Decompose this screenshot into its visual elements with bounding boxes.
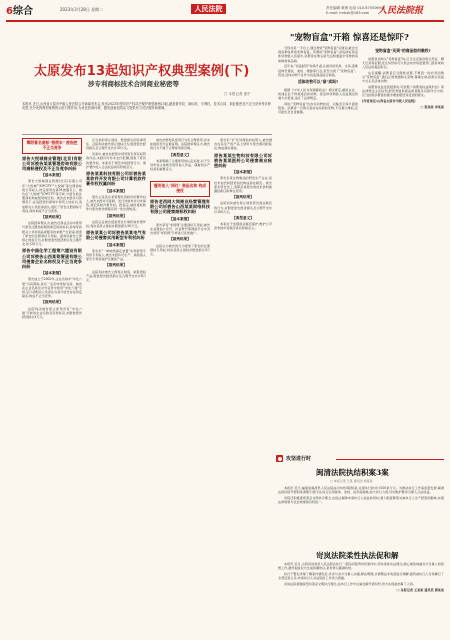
paragraph: 根据《中华人民共和国邮政法》相关规定,邮政企业、快递企业不得寄递活的动物。将活体宠物装入盲盒通过快递方式寄送,违反了法律规定。 xyxy=(278,87,358,100)
section-name: 综合 xyxy=(12,6,33,17)
paragraph: 原告系"米"系列商标的权利人,被告擅自在其生产的产品上使用与原告相同的标识,构成商标侵权。 xyxy=(214,138,272,151)
paragraph: 本案对于加强商业秘密保护,维护公平竞争的市场秩序具有积极意义。 xyxy=(214,222,272,231)
editor-info xyxy=(326,6,383,16)
news-reporter-1: □ 本报记者 王某 通讯员 刘某某 xyxy=(330,479,373,483)
paragraph: 法官提醒,消费者应当理性消费,不要因一时好奇而购买"宠物盲盒",通过正规渠道购买宠物,尊重生命,拒绝以盲盒方式买卖活体动物。 xyxy=(362,70,444,84)
header-divider xyxy=(6,20,444,22)
paragraph: 本案明确了合理使用的认定标准,对于引导市场主体规范使用他人作品、尊重知识产权具有重要意义。 xyxy=(150,158,210,172)
section-tag: 【典型意义】 xyxy=(232,216,254,221)
article-column-4 xyxy=(214,138,272,636)
paragraph: 法院经审理认为,被告在商业活动中使用与原告注册商标相同或近似的标识,容易导致相关公众对商品或服务的来源产生混淆,侵害了原告的注册商标专用权。遂判决被告立即停止侵权行为,并赔偿原告经济损失及合理开支共计20万元。 xyxy=(22,221,82,247)
paragraph: 法院判决被告立即停止制造、销售侵权产品,赔偿原告经济损失及合理开支共计8万元。 xyxy=(86,269,146,282)
news-body-1 xyxy=(278,486,444,546)
paragraph: 原告享有"老西网"注册商标专用权,被告在其微信公众号、抖音账号等网络平台中突出使用"老西网"字样进行宣传推广。 xyxy=(150,222,210,236)
article-column-2 xyxy=(86,138,146,636)
paragraph: 本报讯 近日,山西省岢岚县人民法院在执行一起民间借贷纠纷案件中,坚持柔性执法理念,耐心细致地做双方当事人的思想工作,最终促成双方达成和解协议,案件得以圆满执结。 xyxy=(278,562,444,571)
paragraph: 原告系某生物制品的研发生产企业,其技术信息和经营信息构成商业秘密。被告原系原告员工,离职后将原告的技术资料披露给新任职单位使用。 xyxy=(214,176,272,194)
main-subhead: 涉专利商标技术合同商业秘密等 xyxy=(88,80,179,88)
case-title: 原告大悦城商业管理(北京)有限公司诉被告某某管理咨询有限公司商标侵权及不正当竞争纠纷 xyxy=(22,155,82,171)
news-headline-1: 闽清法院执结积案3案 xyxy=(316,468,389,477)
column-tip-box: 擎附著名商标"搭便车" 被指控不正当竞争 xyxy=(22,138,82,154)
target-icon xyxy=(276,455,283,462)
paragraph: 法院判决被告停止使用含有"中化六建"字样的企业名称及宣传标识,并赔偿原告经济损失5万元。 xyxy=(22,306,82,320)
case-title: 原告某某生物科技有限公司诉被告某某医药公司侵害商业秘密纠纷 xyxy=(214,152,272,169)
paragraph: 原告系"一种电缆固定装置"实用新型专利的专利权人,被告未经许可生产、销售落入原告专利权保护范围的产品。 xyxy=(86,248,146,262)
section-tag: 【基本案情】 xyxy=(105,188,127,193)
author-name: □ 张某某 李某某 xyxy=(420,104,444,109)
intro-divider xyxy=(22,134,272,135)
section-tag: 【裁判结果】 xyxy=(232,195,254,200)
paragraph: 消费者权益受到侵害时,可依据《消费者权益保护法》等法律规定主张权利,经营者提供商品或者服务有欺诈行为的,应当按照消费者的要求增加赔偿其受到的损失。 xyxy=(362,84,444,98)
paragraph: 原告大悦城商业管理(北京)有限公司系"大悦城""JOYCITY""大悦城"等注册商标的专用权人,核定使用在第35类服务上。被告在"大悦城""JOYCITY"等字样,与原告的注册商标构成相同或近似。被告在未经许可的情况下,在其经营的商场中使用上述标识,造成相关公众混淆误认,侵犯了原告注册商标专用权,同时构成不正当竞争。 xyxy=(22,179,82,213)
section-tag: 【基本案情】 xyxy=(232,170,254,175)
section-tag: 【裁判结果】 xyxy=(41,300,63,305)
section-tag: 【典型意义】 xyxy=(169,152,191,157)
paragraph: 法院认定被告侵害原告计算机软件著作权,判决其停止侵权并赔偿损失50万元。 xyxy=(86,219,146,228)
section-tag: 【基本案情】 xyxy=(41,173,63,178)
author-unit: (作者单位:山西省太原市中级人民法院) xyxy=(362,98,416,103)
page-header xyxy=(0,0,450,20)
paragraph: 该案中,被告在经营中使用原告享有权利的作品,未经许可亦未支付报酬,侵害了原告的著作权。本案对于规范市场经营行为、保护著作权人合法权益具有积极意义。 xyxy=(86,152,146,169)
right-column-1 xyxy=(278,46,358,450)
news-reporter-2: □ 本报记者 王某某 通讯员 郭某某 xyxy=(396,587,444,592)
band-divider xyxy=(336,459,444,460)
paragraph: 本报讯 近日,福建省闽清县人民法院成功执结3起积案,兑现执行款共计200余万元。为推动执行工作高质量发展,闽清法院持续开展积案清理专项行动,综合运用查询、冻结、拍卖等措施,加大执行力度,切实维护胜诉当事人合法权益。 xyxy=(278,486,444,495)
main-byline: □ 本报记者 庞中 xyxy=(224,92,251,96)
paragraph: 原告成立于2000年,企业名称中"中化六建"为其简称,具有一定的市场知名度。被告在企业名称及对外宣传中使用"中化六建"字样,足以使相关公众误认为其与原告存在特定联系,构成不正当竞争。 xyxy=(22,277,82,299)
paragraph: 原告主张其系某管理系统软件的著作权人,被告未经许可复制、发行该软件并对外销售,侵犯其软件著作权。经鉴定,被控侵权软件与原告软件源程序同一性比例较高。 xyxy=(86,194,146,212)
section-label xyxy=(6,2,33,17)
news-body-2 xyxy=(278,562,444,632)
section-tag: 【裁判结果】 xyxy=(105,263,127,268)
column-tip-box: 擅用他人"网红" 商品名称 构成侵权 xyxy=(150,181,210,197)
article-column-3 xyxy=(150,138,210,636)
paragraph: 该院还积极探索善意文明执行理念,在依法保障申请执行人权益的同时,最大限度降低对被执行人生产经营的影响,实现法律效果与社会效果的有机统一。 xyxy=(278,495,444,505)
paragraph: 应当承担停止侵权、赔偿损失的民事责任。法院判决被告停止侵权行为,赔偿原告经济损失及合理开支共计30万元。 xyxy=(86,138,146,151)
paragraph: 执行干警在详细了解案件情况后,多次与双方当事人沟通,释法明理,从情理法多角度进行调解,最终被执行人当场履行了全部还款义务,申请执行人对法院的工作表示感谢。 xyxy=(278,571,444,581)
right-column-2 xyxy=(362,46,444,450)
news-headline-2: 岢岚法院柔性执法促和解 xyxy=(316,551,399,560)
section-tag: 【基本案情】 xyxy=(105,242,127,247)
editor-line: 责任编辑 黄海 电话 010-67550694 xyxy=(326,6,384,10)
case-title: 原告老西网大同商业经营管理有限公司诉被告山西某某网络科技有限公司侵害商标权纠纷 xyxy=(150,199,210,215)
paragraph: 被告抗辩称其使用行为系合理使用,但未能提供充分证据证明。法院经审理认为,被告的行为不属于合理使用的范畴。 xyxy=(150,138,210,151)
paragraph: 岢岚法院将继续坚持善意文明执行理念,在执行工作中注重化解矛盾纠纷,努力实现案结事了人和。 xyxy=(284,581,416,586)
section-tag: 【裁判结果】 xyxy=(169,237,191,242)
case-title: 原告某某科技有限公司诉被告某某软件开发有限公司计算机软件著作权权属纠纷 xyxy=(86,170,146,187)
paragraph: 当你在某一平台上,通过搜索"宠物盲盒"关键词,就会出现各种各样的宠物盲盒。所谓的"宠物盲盒",是指商家将活体宠物装入盲盒中,消费者在购买前无法知道盒中宠物的具体种类和品相。 xyxy=(278,46,358,63)
case-title: 原告中国化学工程第六建设有限公司诉被告山西某铭管道有限公司侵害企业名称权及不正当竞争纠纷 xyxy=(22,248,82,270)
brand-logo: 人民法院报 xyxy=(378,6,424,16)
paragraph: 法院认为被告的行为侵害了原告的注册商标专用权,判决其停止侵权并赔偿损失3万元。 xyxy=(150,243,210,257)
section-tag: 【基本案情】 xyxy=(41,271,63,276)
section-tag: 【基本案情】 xyxy=(169,216,191,221)
section-tag: 【裁判结果】 xyxy=(41,215,63,220)
paragraph: 同时,"宠物盲盒"也存在动物检疫、运输安全等方面的隐患。消费者一旦购买到存在疾病的宠物,不仅难以维权,还可能危及自身健康。 xyxy=(278,101,358,115)
column-band xyxy=(276,454,444,463)
masthead-logo: 人民法院 xyxy=(191,4,226,14)
main-intro: 本报讯 近日,山西省太原市中级人民法院召开新闻发布会,发布2022年度知识产权司法保护典型案例13起,涵盖著作权、商标权、专利权、技术合同、商业秘密及不正当竞争等多种类型,充分发挥典型案例的示范引领作用,为优化营商环境、激发创新创造活力提供有力司法服务和保障。 xyxy=(22,102,271,111)
article-column-1 xyxy=(22,138,82,636)
right-article-title: "宠物盲盒"开箱 惊喜还是惊吓? xyxy=(290,33,409,43)
date-line: 2023年3月28日 星期二 xyxy=(60,7,104,12)
section-tag: 【裁判结果】 xyxy=(105,213,127,218)
paragraph: 法院判决被告停止侵害原告商业秘密的行为,并赔偿原告经济损失及合理开支共计100万元。 xyxy=(214,201,272,214)
editor-email: E-mail: mrbzh@163.com xyxy=(326,11,370,15)
paragraph: 消费者在购买"宠物盲盒"时,应当注意保存购买凭证、聊天记录等证据,发生纠纷时可以依法向市场监管部门投诉或向人民法院提起诉讼。 xyxy=(362,56,444,69)
question-heading: 活体动物可以"盲"卖吗? xyxy=(297,78,339,84)
main-headline: 太原发布13起知识产权典型案例(下) xyxy=(34,64,250,79)
section-number: 6 xyxy=(6,6,13,17)
question-heading: 宠物盲盒"买到"的商品如何维权? xyxy=(375,48,431,53)
paragraph: 近年来,"盲盒经济"持续升温,从最初的玩具、文具,逐渐延伸至餐饮、美妆、旅游等行业,甚至出现了"宠物盲盒"。然而,活体动物不宜作为盲盒商品进行销售。 xyxy=(278,64,358,77)
column-band-label: 攻坚进行时 xyxy=(286,456,312,462)
case-title: 原告某某公司诉被告某某电气有限公司侵害实用新型专利权纠纷 xyxy=(86,230,146,241)
